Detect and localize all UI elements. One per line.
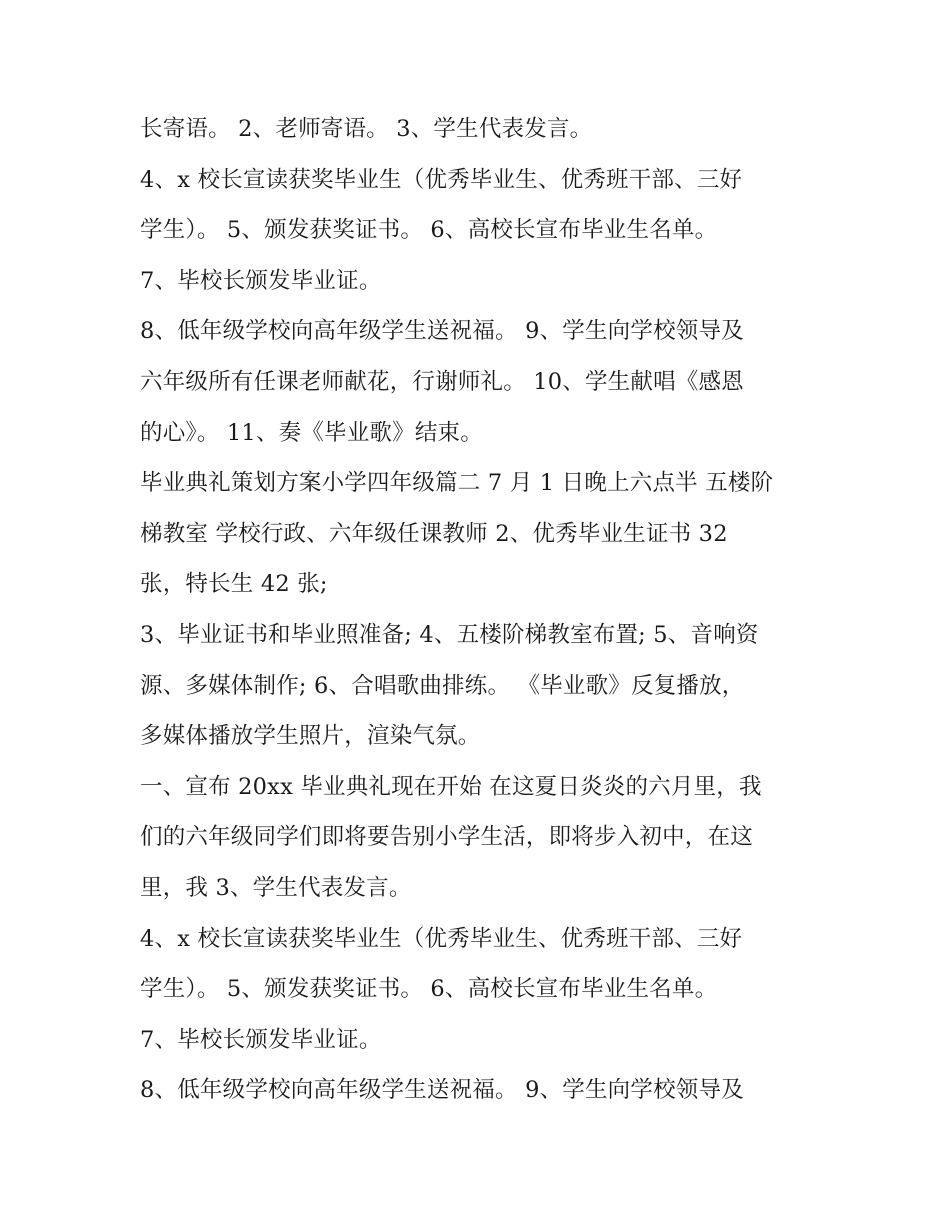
text-line: 4、x 校长宣读获奖毕业生（优秀毕业生、优秀班干部、三好 <box>140 925 743 952</box>
text-line: 学生）。 5、颁发获奖证书。 6、高校长宣布毕业生名单。 <box>140 217 718 244</box>
text-line: 7、毕校长颁发毕业证。 <box>140 267 382 294</box>
text-line: 多媒体播放学生照片，渲染气氛。 <box>140 723 481 750</box>
document-body <box>140 104 840 1116</box>
text-line: 8、低年级学校向高年级学生送祝福。 9、学生向学校领导及 <box>140 1077 744 1104</box>
text-line: 8、低年级学校向高年级学生送祝福。 9、学生向学校领导及 <box>140 318 744 345</box>
text-line: 六年级所有任课老师献花，行谢师礼。 10、学生献唱《感恩 <box>140 368 744 395</box>
text-line: 7、毕校长颁发毕业证。 <box>140 1026 382 1053</box>
text-line: 的心》。 11、奏《毕业歌》结束。 <box>140 419 483 446</box>
text-line: 里，我 3、学生代表发言。 <box>140 874 412 901</box>
text-line: 4、x 校长宣读获奖毕业生（优秀毕业生、优秀班干部、三好 <box>140 166 743 193</box>
text-line: 们的六年级同学们即将要告别小学生活，即将步入初中，在这 <box>140 824 753 851</box>
text-line: 长寄语。 2、老师寄语。 3、学生代表发言。 <box>140 116 593 142</box>
text-line: 梯教室 学校行政、六年级任课教师 2、优秀毕业生证书 32 <box>140 520 728 547</box>
text-line: 源、多媒体制作; 6、合唱歌曲排练。 《毕业歌》反复播放， <box>140 672 745 699</box>
text-line: 学生）。 5、颁发获奖证书。 6、高校长宣布毕业生名单。 <box>140 976 718 1003</box>
text-line: 一、宣布 20xx 毕业典礼现在开始 在这夏日炎炎的六月里，我 <box>140 773 762 800</box>
text-line: 3、毕业证书和毕业照准备; 4、五楼阶梯教室布置; 5、音响资 <box>140 621 759 648</box>
text-line: 张，特长生 42 张; <box>140 571 328 598</box>
text-line: 毕业典礼策划方案小学四年级篇二 7 月 1 日晚上六点半 五楼阶 <box>140 470 774 497</box>
